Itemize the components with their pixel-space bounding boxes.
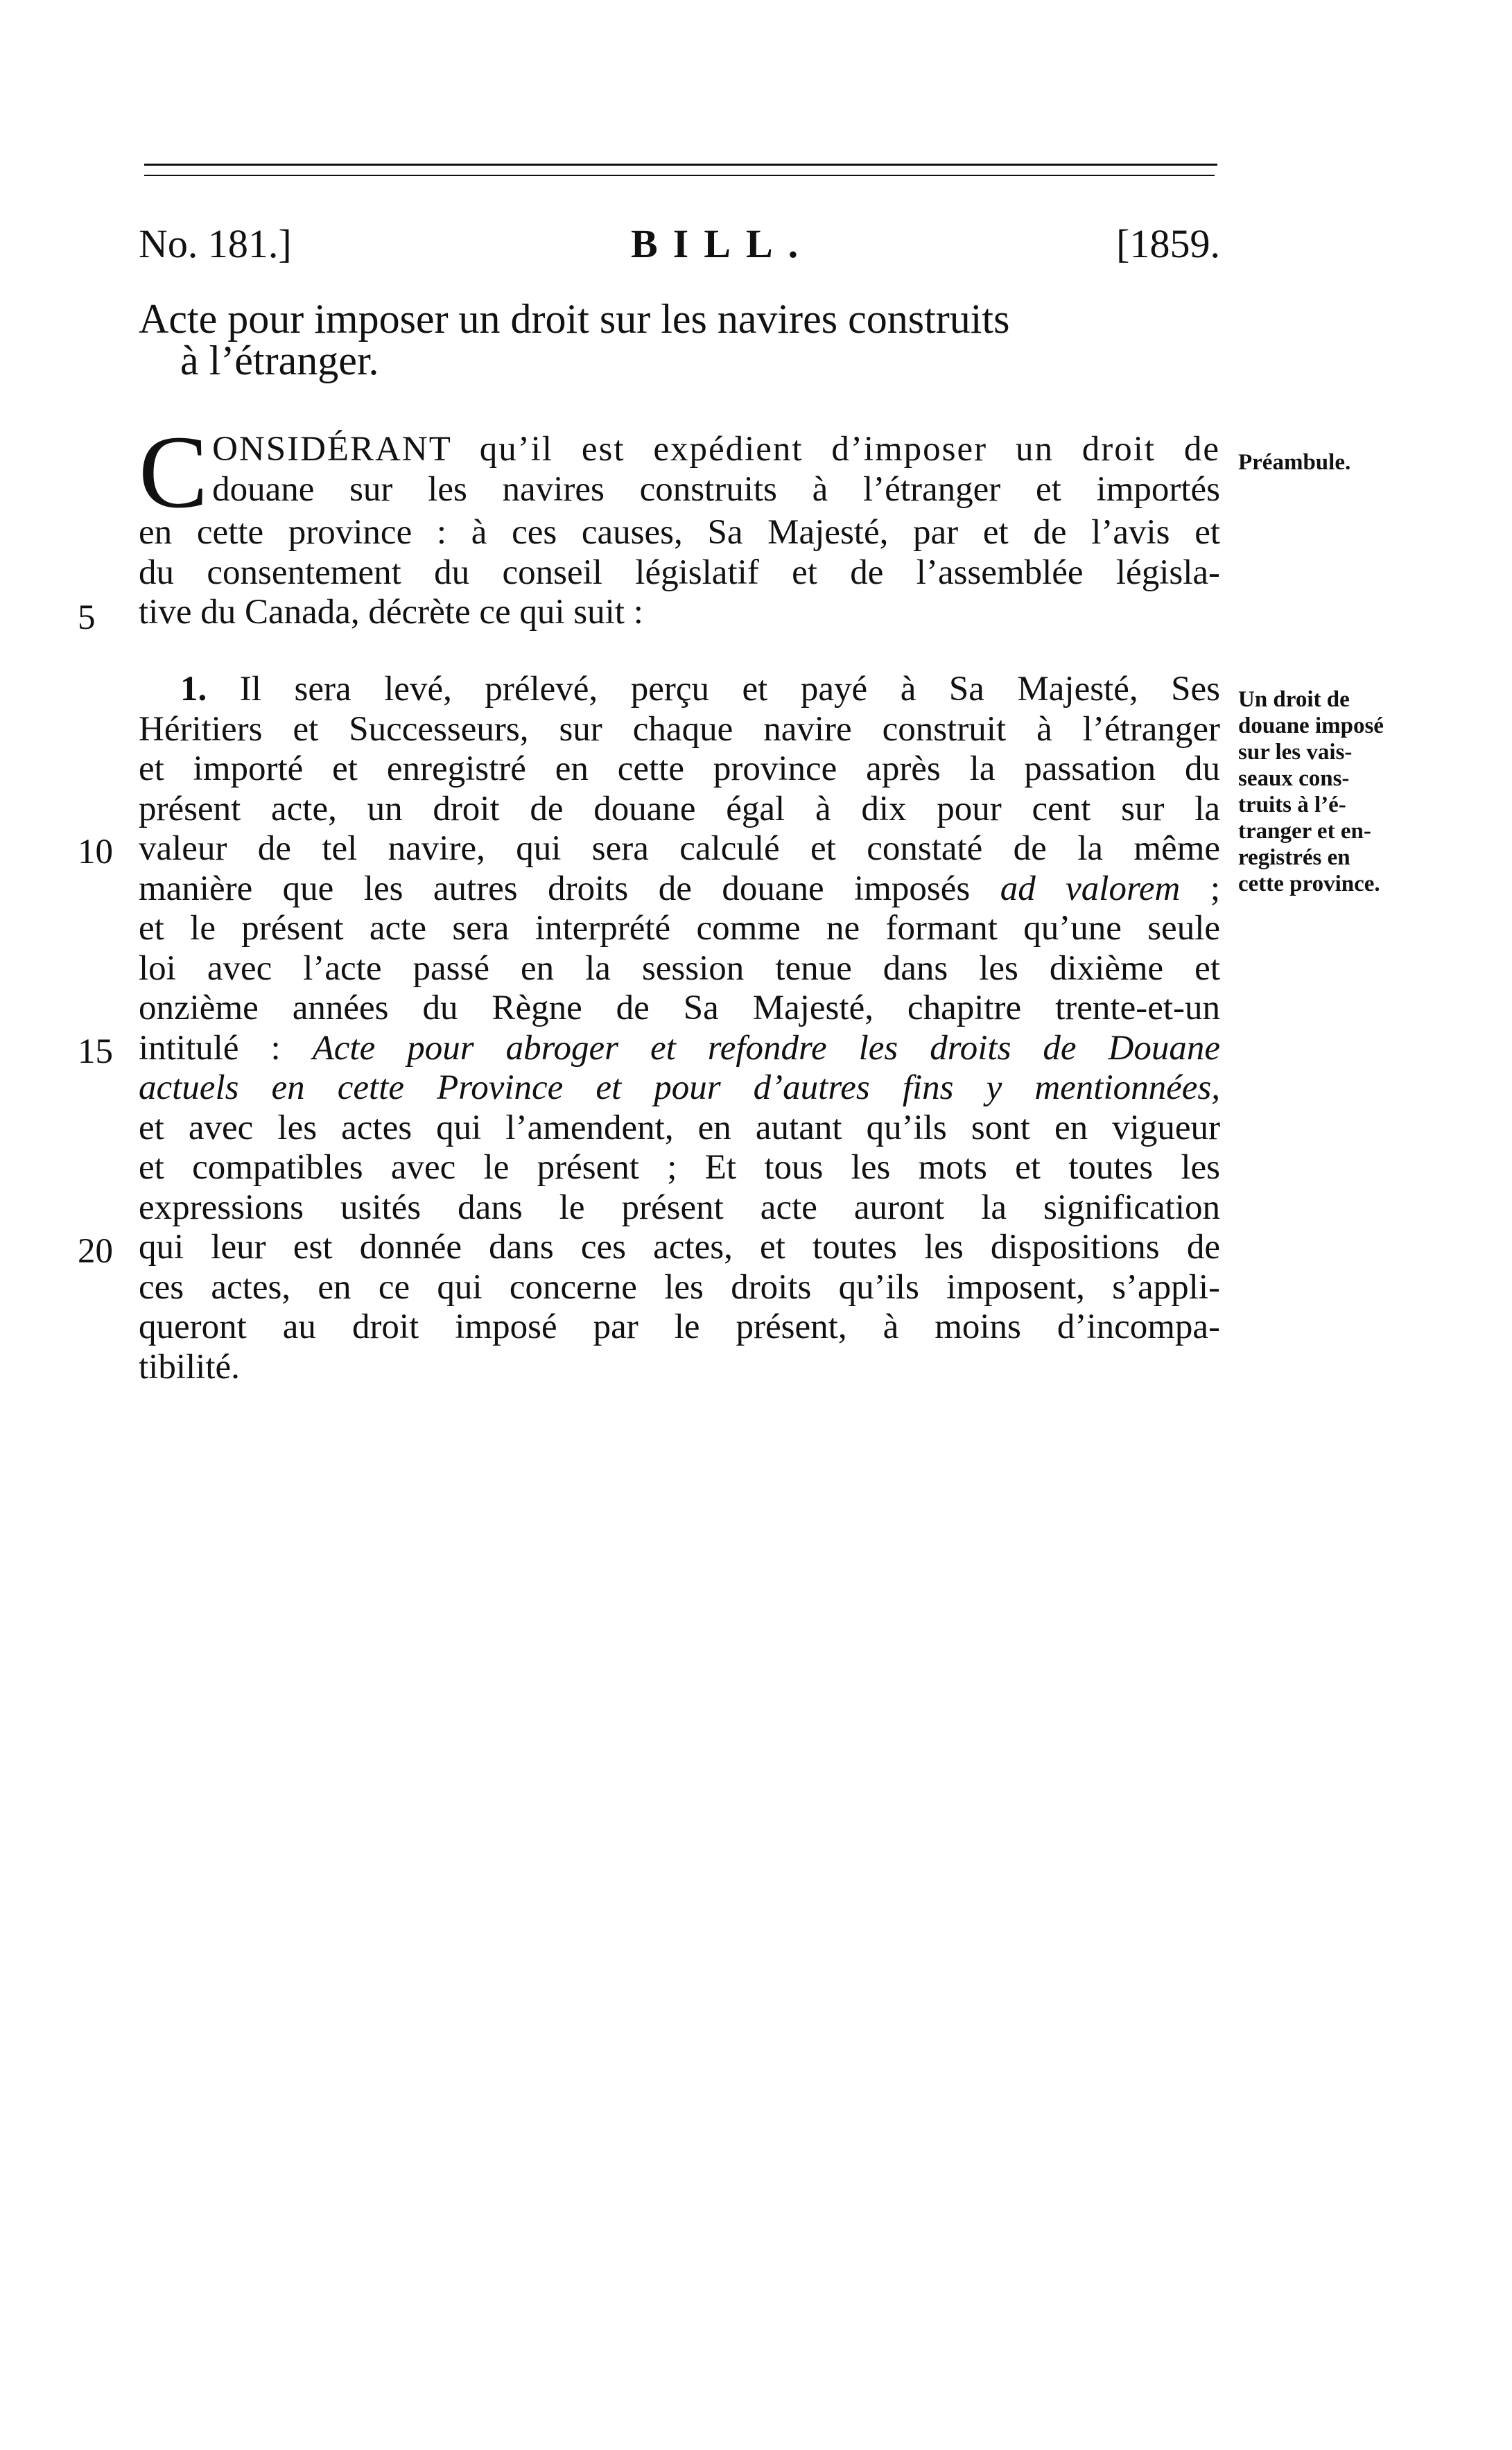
act-title-line-2: à l’étranger. — [180, 338, 379, 383]
section-line: manière que les autres droits de douane imposés ad valorem ; — [139, 869, 1220, 908]
section-line: et importé et enregistré en cette province après la passation du — [139, 749, 1220, 788]
section-line: tibilité. — [139, 1347, 240, 1387]
section-line: onzième années du Règne de Sa Majesté, chapitre trente-et-un — [139, 989, 1220, 1027]
section-line: et avec les actes qui l’amendent, en autant qu’ils sont en vigueur — [139, 1108, 1220, 1147]
preamble-line: ONSIDÉRANT qu’il est expédient d’imposer un droit de — [212, 430, 1220, 469]
section-number: 1. — [180, 670, 207, 709]
margin-note-section-1: Un droit de douane imposé sur les vais- seaux cons- truits à l’é- tranger et en- registrés en cette province. — [1238, 687, 1384, 896]
bill-header — [139, 216, 1220, 272]
act-title-line-1: Acte pour imposer un droit sur les navires construits — [139, 296, 1010, 342]
section-line: loi avec l’acte passé en la session tenue dans les dixième et — [139, 948, 1220, 988]
section-line: valeur de tel navire, qui sera calculé et constaté de la même — [139, 829, 1220, 868]
section-line: queront au droit imposé par le présent, à moins d’incompa- — [139, 1307, 1220, 1346]
act-title — [139, 298, 1234, 381]
section-line: qui leur est donnée dans ces actes, et toutes les dispositions de — [139, 1228, 1220, 1267]
preamble-line: tive du Canada, décrète ce qui suit : — [139, 593, 643, 632]
line-number: 15 — [78, 1032, 113, 1071]
section-line: et le présent acte sera interprété comme ne formant qu’une seule — [139, 909, 1220, 948]
section-line-italic: actuels en cette Province et pour d’autres fins y mentionnées, — [139, 1068, 1220, 1107]
top-rule-2 — [144, 175, 1215, 176]
top-rule — [144, 164, 1215, 166]
preamble-line: douane sur les navires construits à l’étranger et importés — [212, 469, 1220, 509]
section-line: Héritiers et Successeurs, sur chaque navire construit à l’étranger — [139, 709, 1220, 749]
line-number: 10 — [78, 833, 113, 871]
preamble-line: du consentement du conseil législatif et de l’assemblée législa- — [139, 553, 1220, 592]
preamble-line: en cette province : à ces causes, Sa Majesté, par et de l’avis et — [139, 513, 1220, 552]
section-1 — [139, 670, 1220, 1387]
section-line: intitulé : Acte pour abroger et refondre les droits de Douane — [139, 1028, 1220, 1068]
drop-cap: C — [139, 415, 209, 530]
section-line: présent acte, un droit de douane égal à dix pour cent sur la — [139, 789, 1220, 828]
bill-year: [1859. — [1116, 221, 1220, 266]
section-line: et compatibles avec le présent ; Et tous les mots et toutes les — [139, 1148, 1220, 1187]
bill-number: No. 181.] — [139, 221, 292, 266]
section-line: 1. Il sera levé, prélevé, perçu et payé à Sa Majesté, Ses — [180, 670, 1220, 709]
line-number: 20 — [78, 1232, 113, 1271]
section-line: expressions usités dans le présent acte auront la signification — [139, 1188, 1220, 1227]
section-line: ces actes, en ce qui concerne les droits qu’ils imposent, s’appli- — [139, 1267, 1220, 1307]
preamble — [139, 415, 1220, 633]
top-rule-short — [1187, 164, 1217, 166]
line-number: 5 — [78, 598, 96, 637]
margin-note-preamble: Préambule. — [1238, 450, 1351, 475]
bill-kind: BILL. — [631, 221, 814, 266]
